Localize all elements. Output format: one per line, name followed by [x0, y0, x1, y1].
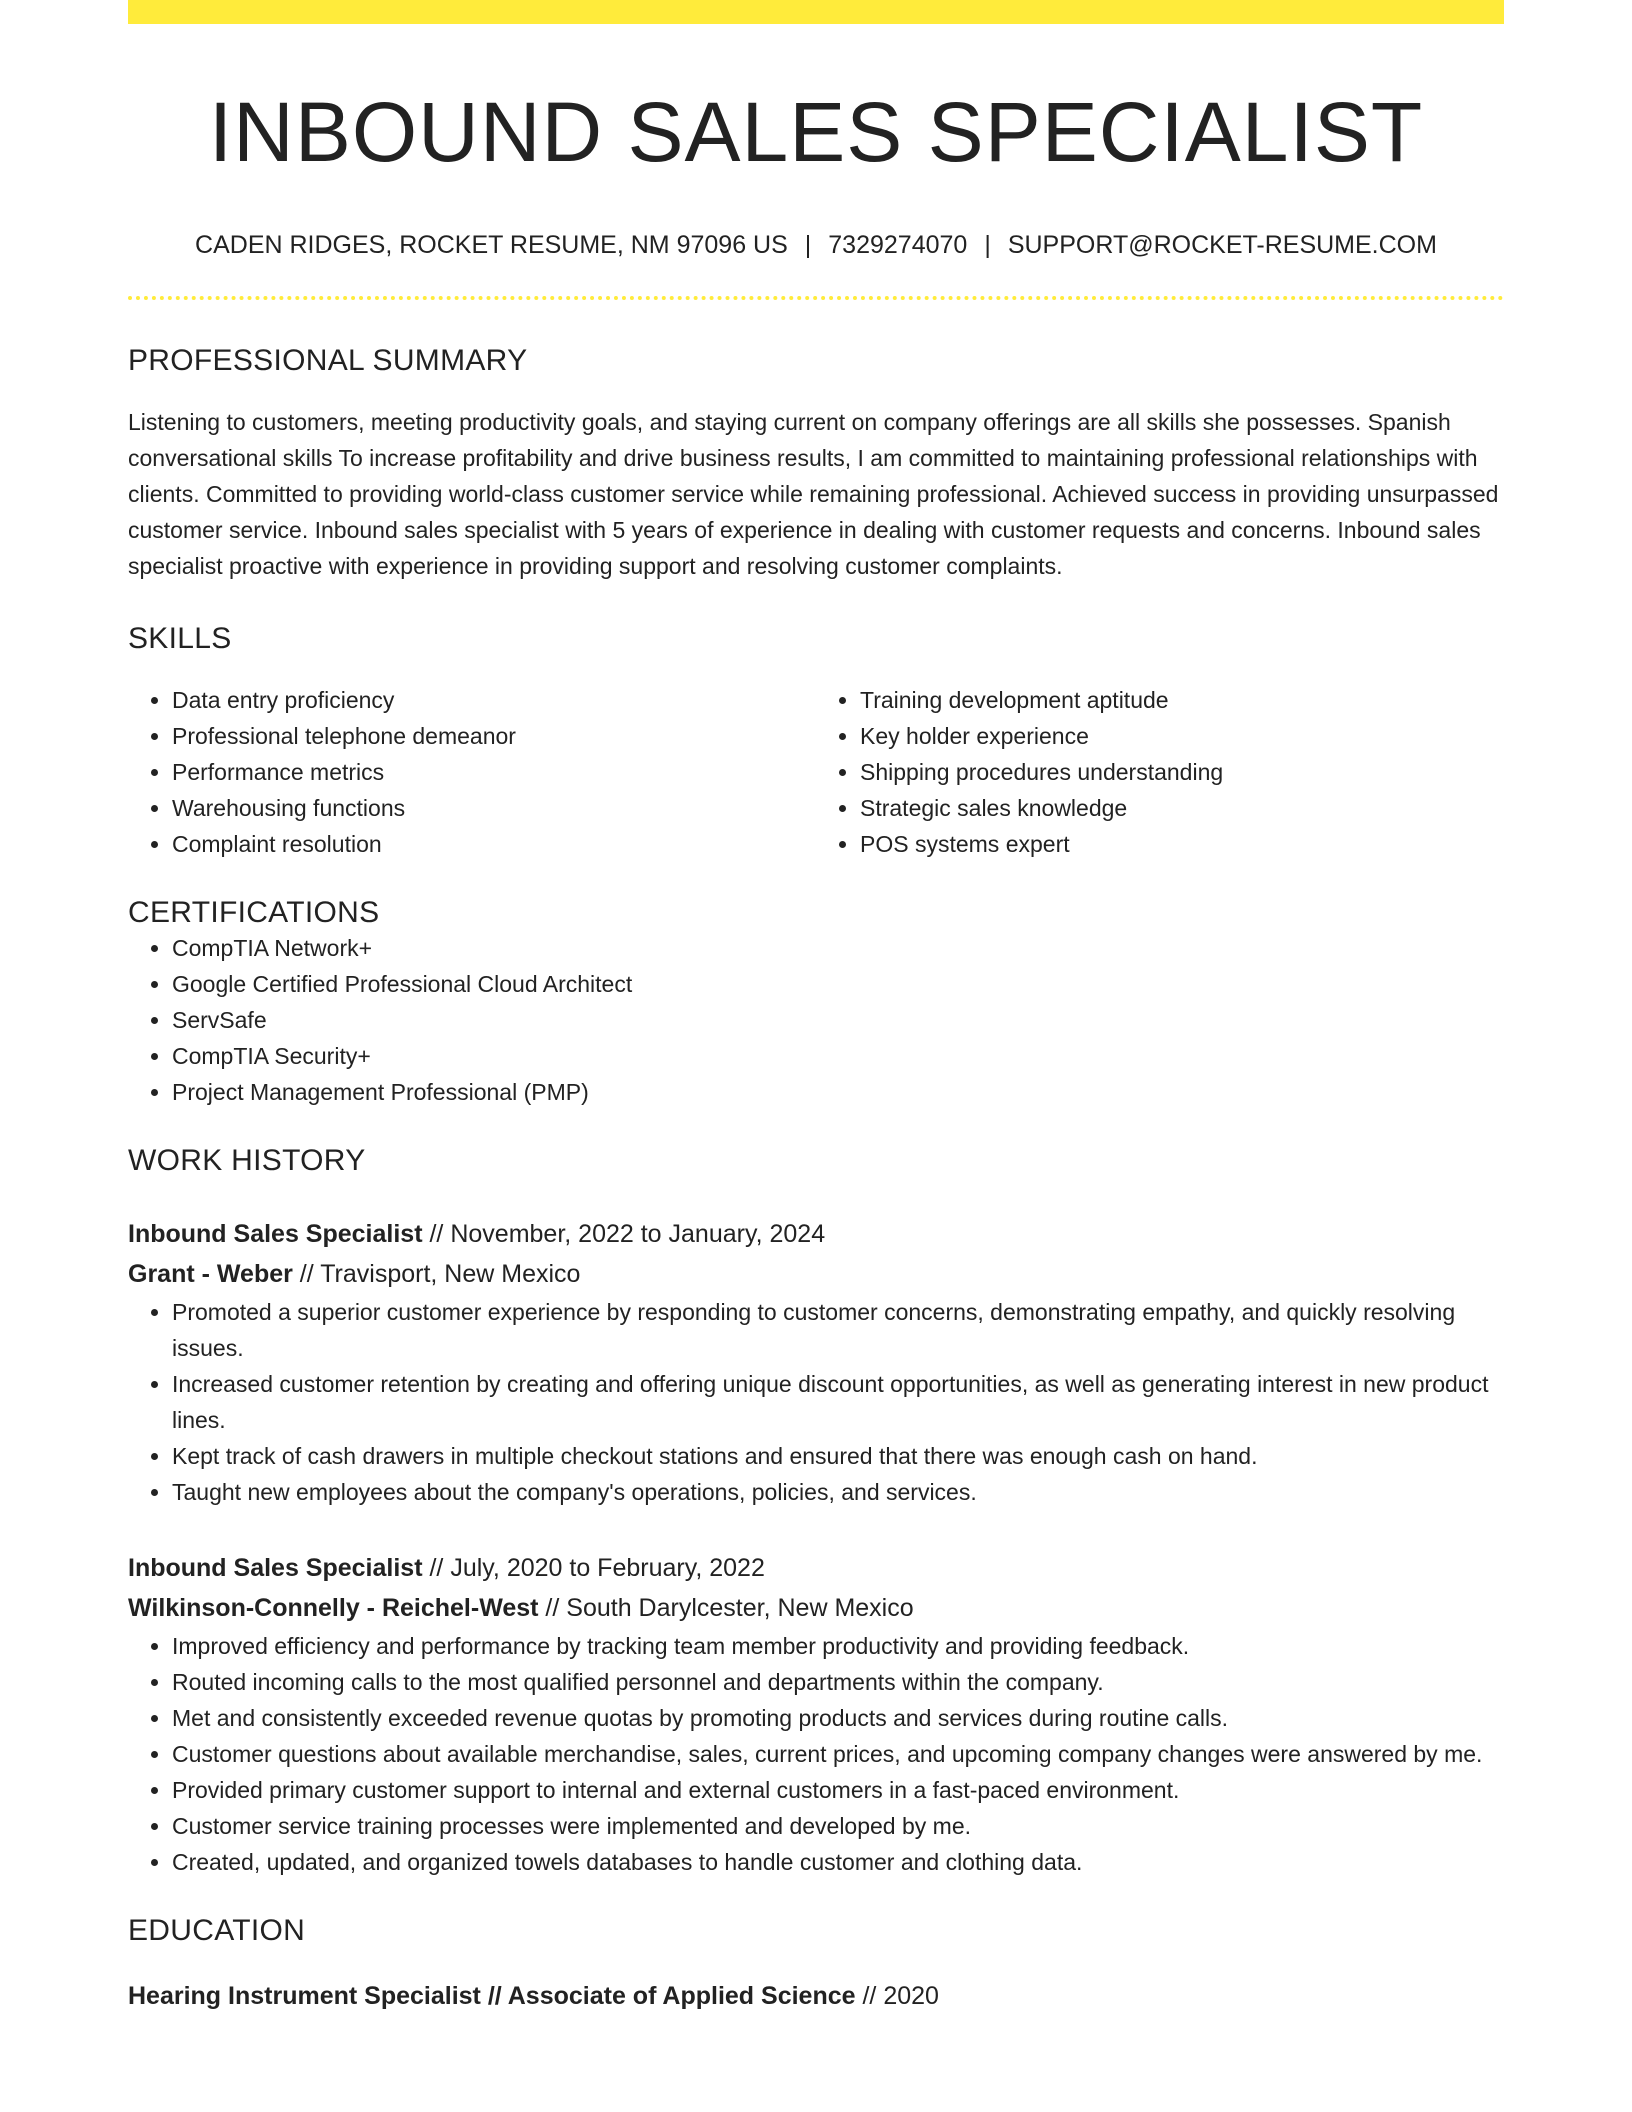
resume-page [128, 0, 1504, 2016]
education-degree: Associate of Applied Science [507, 1981, 856, 2010]
skill-item: • Warehousing functions [172, 790, 816, 826]
education-field: Hearing Instrument Specialist [128, 1981, 481, 2010]
certification-item: • ServSafe [172, 1002, 1504, 1038]
job-bullet-list [128, 1628, 1504, 1880]
job-location: Travisport, New Mexico [320, 1259, 581, 1288]
job-company: Wilkinson-Connelly - Reichel-West [128, 1593, 539, 1622]
certification-item: • Google Certified Professional Cloud Architect [172, 966, 1504, 1002]
job-separator: // [422, 1219, 451, 1248]
skills-heading: SKILLS [128, 621, 232, 655]
skills-column-left [128, 682, 816, 862]
top-accent-bar [128, 0, 1504, 24]
job-bullet-list [128, 1294, 1504, 1510]
contact-separator: | [984, 230, 991, 259]
job-location: South Darylcester, New Mexico [566, 1593, 914, 1622]
job-title-line [128, 1548, 1504, 1588]
job-bullet: • Provided primary customer support to internal and external customers in a fast-paced environment. [172, 1772, 1504, 1808]
job-bullet: • Improved efficiency and performance by tracking team member productivity and providing feedback. [172, 1628, 1504, 1664]
skill-item: • Professional telephone demeanor [172, 718, 816, 754]
job-dates: July, 2020 to February, 2022 [450, 1553, 765, 1582]
job-company: Grant - Weber [128, 1259, 293, 1288]
job-company-line [128, 1588, 1504, 1628]
job-bullet: • Routed incoming calls to the most qualified personnel and departments within the company. [172, 1664, 1504, 1700]
contact-line [128, 231, 1504, 260]
job-bullet: • Met and consistently exceeded revenue quotas by promoting products and services during routine calls. [172, 1700, 1504, 1736]
certifications-list [128, 930, 1504, 1110]
education-year: 2020 [883, 1981, 939, 2010]
job-role: Inbound Sales Specialist [128, 1219, 423, 1248]
dotted-divider [128, 296, 1504, 300]
job-separator: // [292, 1259, 321, 1288]
job-bullet: • Customer questions about available merchandise, sales, current prices, and upcoming company changes were answered by me. [172, 1736, 1504, 1772]
skill-item: • Training development aptitude [860, 682, 1504, 718]
job-entry [128, 1214, 1504, 1510]
skill-item: • Performance metrics [172, 754, 816, 790]
skill-item: • Strategic sales knowledge [860, 790, 1504, 826]
contact-address: CADEN RIDGES, ROCKET RESUME, NM 97096 US [195, 230, 788, 259]
certifications-heading: CERTIFICATIONS [128, 895, 380, 929]
education-entry [128, 1976, 1504, 2016]
education-separator: // [480, 1981, 508, 2010]
work-history-heading: WORK HISTORY [128, 1143, 366, 1177]
skill-item: • Data entry proficiency [172, 682, 816, 718]
summary-heading: PROFESSIONAL SUMMARY [128, 343, 528, 377]
job-bullet: • Promoted a superior customer experience by responding to customer concerns, demonstrating empathy, and quickly resolving issues. [172, 1294, 1504, 1366]
job-title-line [128, 1214, 1504, 1254]
skills-column-right [816, 682, 1504, 862]
job-dates: November, 2022 to January, 2024 [450, 1219, 826, 1248]
job-bullet: • Created, updated, and organized towels databases to handle customer and clothing data. [172, 1844, 1504, 1880]
page-title: INBOUND SALES SPECIALIST [208, 85, 1424, 179]
certification-item: • CompTIA Security+ [172, 1038, 1504, 1074]
job-company-line [128, 1254, 1504, 1294]
contact-phone: 7329274070 [828, 230, 968, 259]
job-bullet: • Taught new employees about the company's operations, policies, and services. [172, 1474, 1504, 1510]
job-entry [128, 1548, 1504, 1880]
skills-list [128, 682, 1504, 862]
job-bullet: • Increased customer retention by creating and offering unique discount opportunities, as well as generating interest in new product lines. [172, 1366, 1504, 1438]
contact-separator: | [804, 230, 812, 259]
job-bullet: • Kept track of cash drawers in multiple checkout stations and ensured that there was enough cash on hand. [172, 1438, 1504, 1474]
contact-email: SUPPORT@ROCKET-RESUME.COM [1007, 230, 1437, 259]
education-separator: // [855, 1981, 884, 2010]
job-role: Inbound Sales Specialist [128, 1553, 423, 1582]
certification-item: • Project Management Professional (PMP) [172, 1074, 1504, 1110]
education-heading: EDUCATION [128, 1913, 306, 1947]
job-bullet: • Customer service training processes were implemented and developed by me. [172, 1808, 1504, 1844]
certification-item: • CompTIA Network+ [172, 930, 1504, 966]
summary-text: Listening to customers, meeting productivity goals, and staying current on company offerings are all skills she possesses. Spanish conversational skills To increase profitability and drive business results, I am committed to maintaining professional relationships with clients. Committed to providing world-class customer service while remaining professional. Achieved success in providing unsurpassed customer service. Inbound sales specialist with 5 years of experience in dealing with customer requests and concerns. Inbound sales specialist proactive with experience in providing support and resolving customer complaints. [128, 408, 1499, 579]
job-separator: // [422, 1553, 451, 1582]
skill-item: • Shipping procedures understanding [860, 754, 1504, 790]
skill-item: • Key holder experience [860, 718, 1504, 754]
job-separator: // [538, 1593, 567, 1622]
skill-item: • POS systems expert [860, 826, 1504, 862]
skill-item: • Complaint resolution [172, 826, 816, 862]
